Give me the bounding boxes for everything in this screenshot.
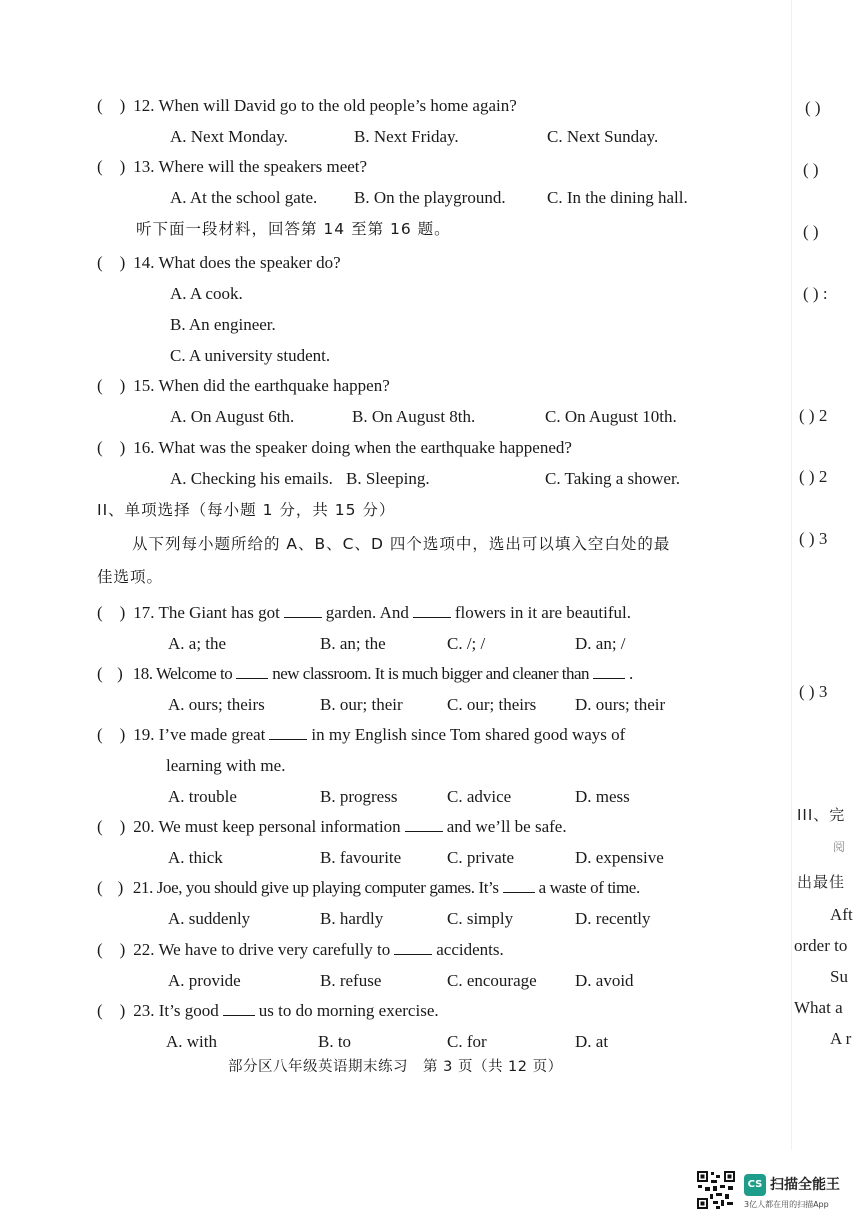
question-13: ( ) 13. Where will the speakers meet? — [97, 157, 368, 176]
q22-option-c: C. encourage — [447, 971, 537, 990]
question-14: ( ) 14. What does the speaker do? — [97, 253, 341, 272]
side-best: 出最佳 — [797, 873, 846, 891]
q16-option-c: C. Taking a shower. — [545, 469, 680, 488]
q19-line-2: learning with me. — [166, 756, 286, 775]
q14-option-b: B. An engineer. — [170, 315, 276, 334]
side-paren-2: ( ) — [803, 160, 819, 179]
q20-option-a: A. thick — [168, 848, 223, 867]
side-word-2: order to — [794, 936, 848, 955]
q12-option-c: C. Next Sunday. — [547, 127, 659, 146]
page-footer: 部分区八年级英语期末练习 第 3 页（共 12 页） — [228, 1059, 563, 1075]
question-21: ( ) 21. Joe, you should give up playing computer games. It’s a waste of time. — [97, 878, 640, 897]
q20-option-d: D. expensive — [575, 848, 664, 867]
q21-option-c: C. simply — [447, 909, 514, 928]
blank — [405, 817, 443, 832]
q22-option-d: D. avoid — [575, 971, 634, 990]
question-18: ( ) 18. Welcome to new classroom. It is much bigger and cleaner than . — [97, 664, 633, 683]
q15-option-b: B. On August 8th. — [352, 407, 476, 426]
section-2-instruction-2: 佳选项。 — [97, 568, 164, 586]
side-section-3: III、完 — [797, 806, 846, 824]
q21-option-b: B. hardly — [320, 909, 384, 928]
q17-option-d: D. an; / — [575, 634, 626, 653]
side-word-1: Aft — [830, 905, 853, 924]
q23-option-d: D. at — [575, 1032, 609, 1051]
camscanner-name: 扫描全能王 — [770, 1177, 840, 1193]
side-word-5: A r — [830, 1029, 852, 1048]
side-paren-7: ( ) 3 — [799, 529, 828, 548]
question-16: ( ) 16. What was the speaker doing when the earthquake happened? — [97, 438, 572, 457]
q12-option-b: B. Next Friday. — [354, 127, 459, 146]
q15-option-a: A. On August 6th. — [170, 407, 295, 426]
q22-option-a: A. provide — [168, 971, 241, 990]
side-paren-4: ( ) : — [803, 284, 828, 303]
blank — [269, 725, 307, 740]
section-2-instruction-1: 从下列每小题所给的 A、B、C、D 四个选项中，选出可以填入空白处的最 — [132, 535, 671, 553]
q12-option-a: A. Next Monday. — [170, 127, 288, 146]
side-paren-1: ( ) — [805, 98, 821, 117]
q17-option-b: B. an; the — [320, 634, 386, 653]
side-paren-8: ( ) 3 — [799, 682, 828, 701]
blank — [593, 664, 625, 679]
q13-option-a: A. At the school gate. — [170, 188, 318, 207]
q15-option-c: C. On August 10th. — [545, 407, 677, 426]
page-divider — [791, 0, 792, 1150]
q17-option-a: A. a; the — [168, 634, 227, 653]
q23-option-a: A. with — [166, 1032, 217, 1051]
q13-option-b: B. On the playground. — [354, 188, 506, 207]
qr-code-icon — [696, 1170, 736, 1210]
q18-option-b: B. our; their — [320, 695, 403, 714]
side-word-4: What a — [794, 998, 843, 1017]
side-word-3: Su — [830, 967, 848, 986]
camscanner-tagline: 3亿人都在用的扫描App — [744, 1200, 829, 1209]
camscanner-logo-icon: CS — [744, 1174, 766, 1196]
q19-option-c: C. advice — [447, 787, 512, 806]
q19-option-b: B. progress — [320, 787, 398, 806]
question-20: ( ) 20. We must keep personal information and we’ll be safe. — [97, 817, 567, 836]
question-23: ( ) 23. It’s good us to do morning exercise. — [97, 1001, 439, 1020]
section-2-title: II、单项选择（每小题 1 分，共 15 分） — [97, 501, 396, 519]
q17-option-c: C. /; / — [447, 634, 486, 653]
blank — [236, 664, 268, 679]
q16-option-a: A. Checking his emails. — [170, 469, 333, 488]
q18-option-c: C. our; theirs — [447, 695, 537, 714]
side-paren-6: ( ) 2 — [799, 467, 828, 486]
side-read: 阅 — [833, 840, 847, 854]
q14-option-a: A. A cook. — [170, 284, 243, 303]
q14-option-c: C. A university student. — [170, 346, 331, 365]
q13-option-c: C. In the dining hall. — [547, 188, 688, 207]
q21-option-a: A. suddenly — [168, 909, 251, 928]
q23-option-b: B. to — [318, 1032, 352, 1051]
q20-option-b: B. favourite — [320, 848, 402, 867]
blank — [503, 878, 535, 893]
blank — [394, 940, 432, 955]
q18-option-a: A. ours; theirs — [168, 695, 265, 714]
instruction-14-16: 听下面一段材料，回答第 14 至第 16 题。 — [136, 220, 451, 238]
blank — [284, 603, 322, 618]
q18-option-d: D. ours; their — [575, 695, 666, 714]
question-17: ( ) 17. The Giant has got garden. And flowers in it are beautiful. — [97, 603, 631, 622]
question-19: ( ) 19. I’ve made great in my English since Tom shared good ways of — [97, 725, 626, 744]
side-paren-3: ( ) — [803, 222, 819, 241]
q19-option-a: A. trouble — [168, 787, 237, 806]
q23-option-c: C. for — [447, 1032, 487, 1051]
q19-option-d: D. mess — [575, 787, 630, 806]
question-22: ( ) 22. We have to drive very carefully to accidents. — [97, 940, 504, 959]
q22-option-b: B. refuse — [320, 971, 382, 990]
question-12: ( ) 12. When will David go to the old people’s home again? — [97, 96, 517, 115]
question-15: ( ) 15. When did the earthquake happen? — [97, 376, 390, 395]
q16-option-b: B. Sleeping. — [346, 469, 430, 488]
side-paren-5: ( ) 2 — [799, 406, 828, 425]
blank — [223, 1001, 255, 1016]
q20-option-c: C. private — [447, 848, 515, 867]
blank — [413, 603, 451, 618]
q21-option-d: D. recently — [575, 909, 651, 928]
